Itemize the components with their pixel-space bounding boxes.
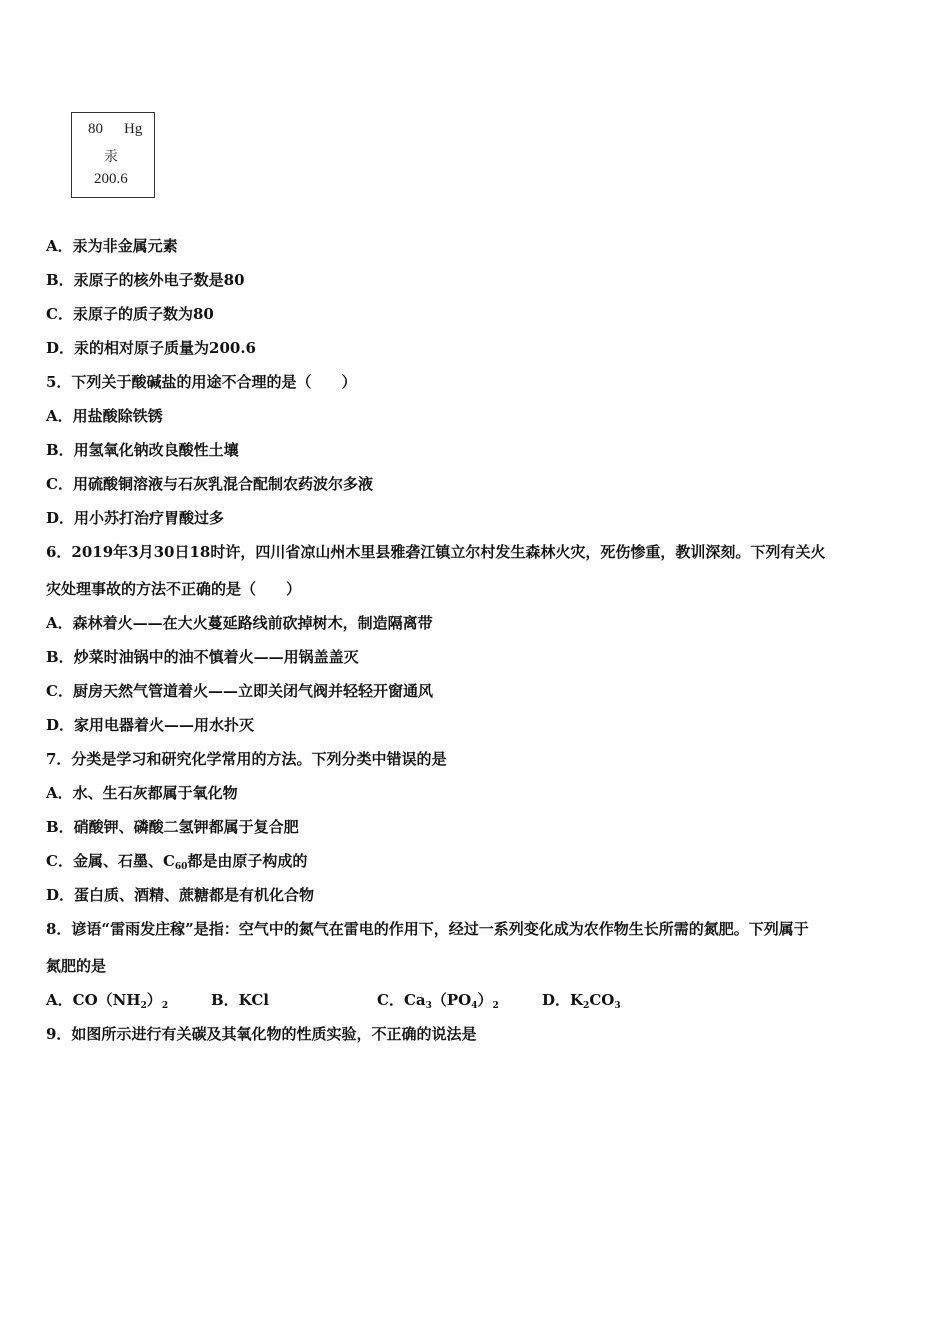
q8-a-pre: A．CO（NH <box>46 991 141 1009</box>
mercury-element-card <box>71 112 155 198</box>
q7-option-c <box>46 851 307 871</box>
q8-a-sub1: 2 <box>140 1001 147 1011</box>
q4-option-c: C．汞原子的质子数为80 <box>46 305 214 323</box>
element-symbol: Hg <box>124 121 143 137</box>
q8-options-row <box>46 990 746 1012</box>
element-name: 汞 <box>104 149 118 165</box>
q6-option-c: C．厨房天然气管道着火——立即关闭气阀并轻轻开窗通风 <box>46 682 433 700</box>
q8-d-mid: CO <box>589 991 615 1009</box>
q6-option-a: A．森林着火——在大火蔓延路线前砍掉树木，制造隔离带 <box>46 614 433 632</box>
q8-stem-line2: 氮肥的是 <box>46 957 107 975</box>
q5-option-d: D．用小苏打治疗胃酸过多 <box>46 509 225 527</box>
q8-d-sub2: 3 <box>614 1001 621 1011</box>
q7-c-text-pre: C．金属、石墨、C <box>46 852 175 870</box>
q7-option-b: B．硝酸钾、磷酸二氢钾都属于复合肥 <box>46 818 299 836</box>
q6-stem-line1: 6．2019年3月30日18时许，四川省凉山州木里县雅砻江镇立尔村发生森林火灾，死伤惨重，教训深刻。下列有关火 <box>46 543 826 561</box>
q4-option-b: B．汞原子的核外电子数是80 <box>46 271 245 289</box>
q8-c-mid: （PO <box>431 991 472 1009</box>
q7-stem: 7．分类是学习和研究化学常用的方法。下列分类中错误的是 <box>46 750 447 768</box>
q7-option-d: D．蛋白质、酒精、蔗糖都是有机化合物 <box>46 886 315 904</box>
q5-option-b: B．用氢氧化钠改良酸性土壤 <box>46 441 239 459</box>
q8-c-sub3: 2 <box>492 1001 499 1011</box>
q6-option-b: B．炒菜时油锅中的油不慎着火——用锅盖盖灭 <box>46 648 359 666</box>
q8-option-b: B．KCl <box>211 991 269 1009</box>
q5-stem: 5．下列关于酸碱盐的用途不合理的是（ ） <box>46 373 357 391</box>
q5-option-a: A．用盐酸除铁锈 <box>46 407 163 425</box>
q8-c-post: ） <box>477 991 493 1009</box>
q6-option-d: D．家用电器着火——用水扑灭 <box>46 716 255 734</box>
q8-stem-line1: 8．谚语“雷雨发庄稼”是指：空气中的氮气在雷电的作用下，经过一系列变化成为农作物生长所需的氮肥。下列属于 <box>46 920 809 938</box>
q8-option-d <box>542 990 621 1010</box>
q8-d-pre: D．K <box>542 991 584 1009</box>
q8-a-sub2: 2 <box>161 1001 169 1011</box>
q7-c-subscript: 60 <box>174 862 188 872</box>
q8-option-c <box>377 990 499 1010</box>
q4-option-a: A．汞为非金属元素 <box>46 237 178 255</box>
atomic-number: 80 <box>88 121 103 137</box>
q8-c-sub1: 3 <box>425 1001 432 1011</box>
q8-d-sub1: 2 <box>583 1001 590 1011</box>
q7-option-a: A．水、生石灰都属于氧化物 <box>46 784 238 802</box>
q8-c-sub2: 4 <box>471 1001 478 1011</box>
q4-option-d: D．汞的相对原子质量为200.6 <box>46 339 256 357</box>
q7-c-text-post: 都是由原子构成的 <box>187 852 308 870</box>
q8-a-mid: ） <box>146 991 162 1009</box>
q6-stem-line2: 灾处理事故的方法不正确的是（ ） <box>46 580 302 598</box>
q8-option-a <box>46 990 168 1010</box>
atomic-mass: 200.6 <box>94 171 128 187</box>
q5-option-c: C．用硫酸铜溶液与石灰乳混合配制农药波尔多液 <box>46 475 373 493</box>
q8-c-pre: C．Ca <box>377 991 426 1009</box>
q9-stem: 9．如图所示进行有关碳及其氧化物的性质实验，不正确的说法是 <box>46 1025 477 1043</box>
